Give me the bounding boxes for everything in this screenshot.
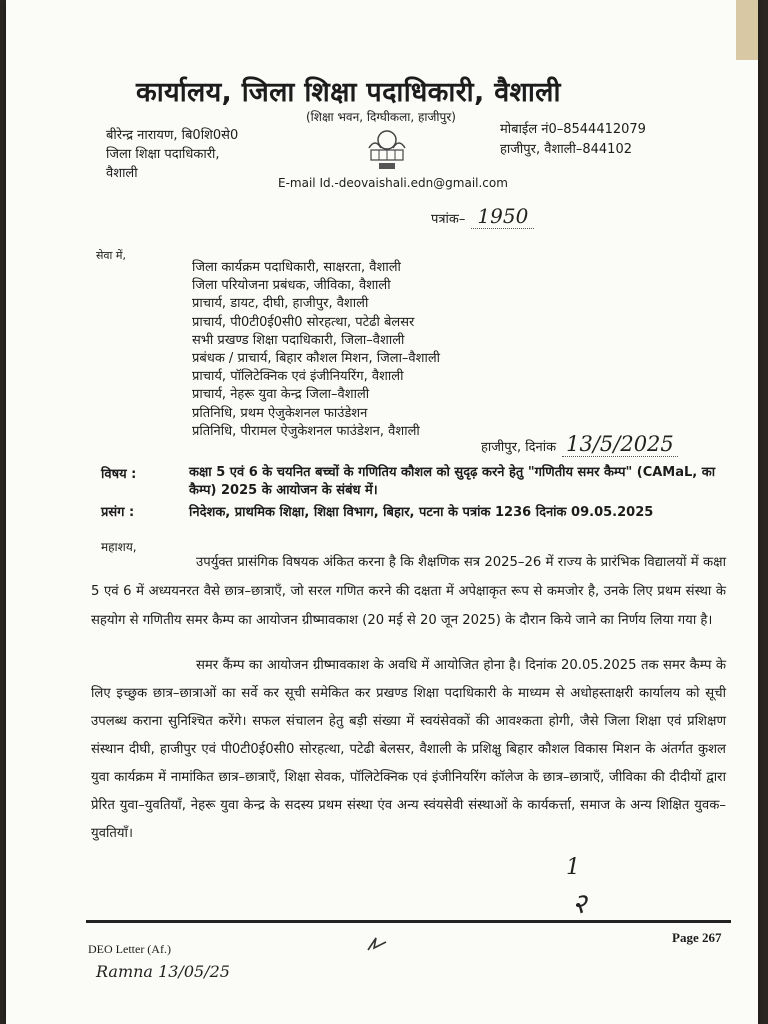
pen-scribble-icon [364,934,394,954]
officer-name: बीरेन्द्र नारायण, बि0शि0से0 [106,128,239,143]
recipient-list [192,259,440,441]
officer-designation: जिला शिक्षा पदाधिकारी, [106,147,220,162]
reference-label: प्रसंग : [101,505,135,520]
handwritten-signature [96,962,230,981]
mobile-number: मोबाईल नं0–8544412079 [500,122,646,137]
signature-date: 13/05/25 [158,962,230,981]
recipient-item: जिला कार्यक्रम पदाधिकारी, साक्षरता, वैशाली [192,260,401,275]
body-paragraph-2: समर कैंम्प का आयोजन ग्रीष्मावकाश के अवधि में आयोजित होना है। दिनांक 20.05.2025 तक समर कैम्प के लिए इच्छुक छात्र–छात्राओं का सर्वे कर सूची समेकित कर प्रखण्ड शिक्षा पदाधिकारी के माध्यम से अधोहस्ताक्षरी कार्यालय को सूची उपलब्ध कराना सुनिश्चित करेंगे। सफल संचालन हेतु बड़ी संख्या में स्वयंसेवकों की आवश्कता होगी, जैसे जिला शिक्षा एवं प्रशिक्षण संस्थान दीघी, हाजीपुर एवं पी0टी0ई0सी0 सोरहत्था, पटेढी बेलसर, वैशाली के प्रशिक्षु बिहार कौशल विकास मिशन के अंतर्गत कुशल युवा कार्यक्रम में नामांकित छात्र–छात्राएँ, शिक्षा सेवक, पॉलिटेक्निक एवं इंजीनियरिंग कॉलेज के छात्र–छात्राएँ, जीविका की दीदीयों द्वारा प्रेरित युवा–युवतियाँ, नेहरू युवा केन्द्र के सदस्य प्रथम संस्था एंव अन्य स्वंयसेवी संस्थाओं के कार्यकर्त्ता, समाज के अन्य शिक्षित युवक–युवतियाँ। [91,658,726,841]
recipient-item: सभी प्रखण्ड शिक्षा पदाधिकारी, जिला–वैशाली [192,332,405,348]
margin-tick-mark: 1 [566,855,580,880]
page-edge-strip [736,0,758,60]
office-address: हाजीपुर, वैशाली–844102 [500,142,632,157]
government-emblem-icon [361,126,413,172]
subject-text: कक्षा 5 एवं 6 के चयनित बच्चों के गणितिय कौशल को सुदृढ़ करने हेतु "गणितीय समर कैम्प" (CAMaL, का कैम्प) 2025 के आयोजन के संबंध में। [189,465,716,498]
recipient-item: प्राचार्य, पॉलिटेक्निक एवं इंजीनियरिंग, वैशाली [192,369,404,385]
recipient-item: प्रतिनिधि, प्रथम ऐजुकेशनल फाउंडेशन [192,405,368,421]
office-title: कार्यालय, जिला शिक्षा पदाधिकारी, वैशाली [136,77,561,108]
recipient-item: जिला परियोजना प्रबंधक, जीविका, वैशाली [192,278,391,294]
footer-doc-ref: DEO Letter (Af.) [88,942,171,956]
letter-date [481,432,678,456]
recipient-item: प्रतिनिधि, पीरामल ऐजुकेशनल फाउंडेशन, वैशाली [192,423,420,439]
page-number: Page 267 [672,930,722,945]
salutation: महाशय, [101,540,137,554]
recipient-item: प्राचार्य, डायट, दीघी, हाजीपुर, वैशाली [192,296,369,312]
recipient-item: प्राचार्य, पी0टी0ई0सी0 सोरहत्था, पटेढी बेलसर [192,314,415,330]
officer-block [106,126,238,183]
recipient-item: प्राचार्य, नेहरू युवा केन्द्र जिला–वैशाली [192,387,370,403]
to-label: सेवा में, [96,249,126,262]
footer-divider [86,920,731,923]
subject-label: विषय : [101,467,137,482]
signature-name: Ramna [96,962,153,981]
office-subtitle: (शिक्षा भवन, दिग्घीकला, हाजीपुर) [306,110,456,124]
letter-page [6,0,758,1024]
letter-number-value: 1950 [471,204,534,229]
margin-numeral-mark: २ [572,887,587,920]
contact-block [500,120,646,160]
reference-text: निदेशक, प्राथमिक शिक्षा, शिक्षा विभाग, बिहार, पटना के पत्रांक 1236 दिनांक 09.05.2025 [189,505,654,520]
date-label: हाजीपुर, दिनांक [481,440,557,455]
body-paragraph-1: उपर्युक्त प्रासंगिक विषयक अंकित करना है कि शैक्षणिक सत्र 2025–26 में राज्य के प्रारंभिक विद्यालयों में कक्षा 5 एवं 6 में अध्ययनरत वैसे छात्र–छात्राएँ, जो सरल गणित करने की दक्षता में अपेक्षाकृत रूप से कमजोर है, उनके लिए प्रथम संस्था के सहयोग से गणितीय समर कैम्प का आयोजन ग्रीष्मावकाश (20 मई से 20 जून 2025) के दौरान किये जाने का निर्णय लिया गया है। [91,555,726,628]
officer-place: वैशाली [106,166,138,181]
email-id: E-mail Id.-deovaishali.edn@gmail.com [278,176,508,190]
letter-number [431,204,534,228]
letter-number-label: पत्रांक– [431,212,466,227]
date-value: 13/5/2025 [562,432,678,457]
recipient-item: प्रबंधक / प्राचार्य, बिहार कौशल मिशन, जिला–वैशाली [192,351,441,367]
